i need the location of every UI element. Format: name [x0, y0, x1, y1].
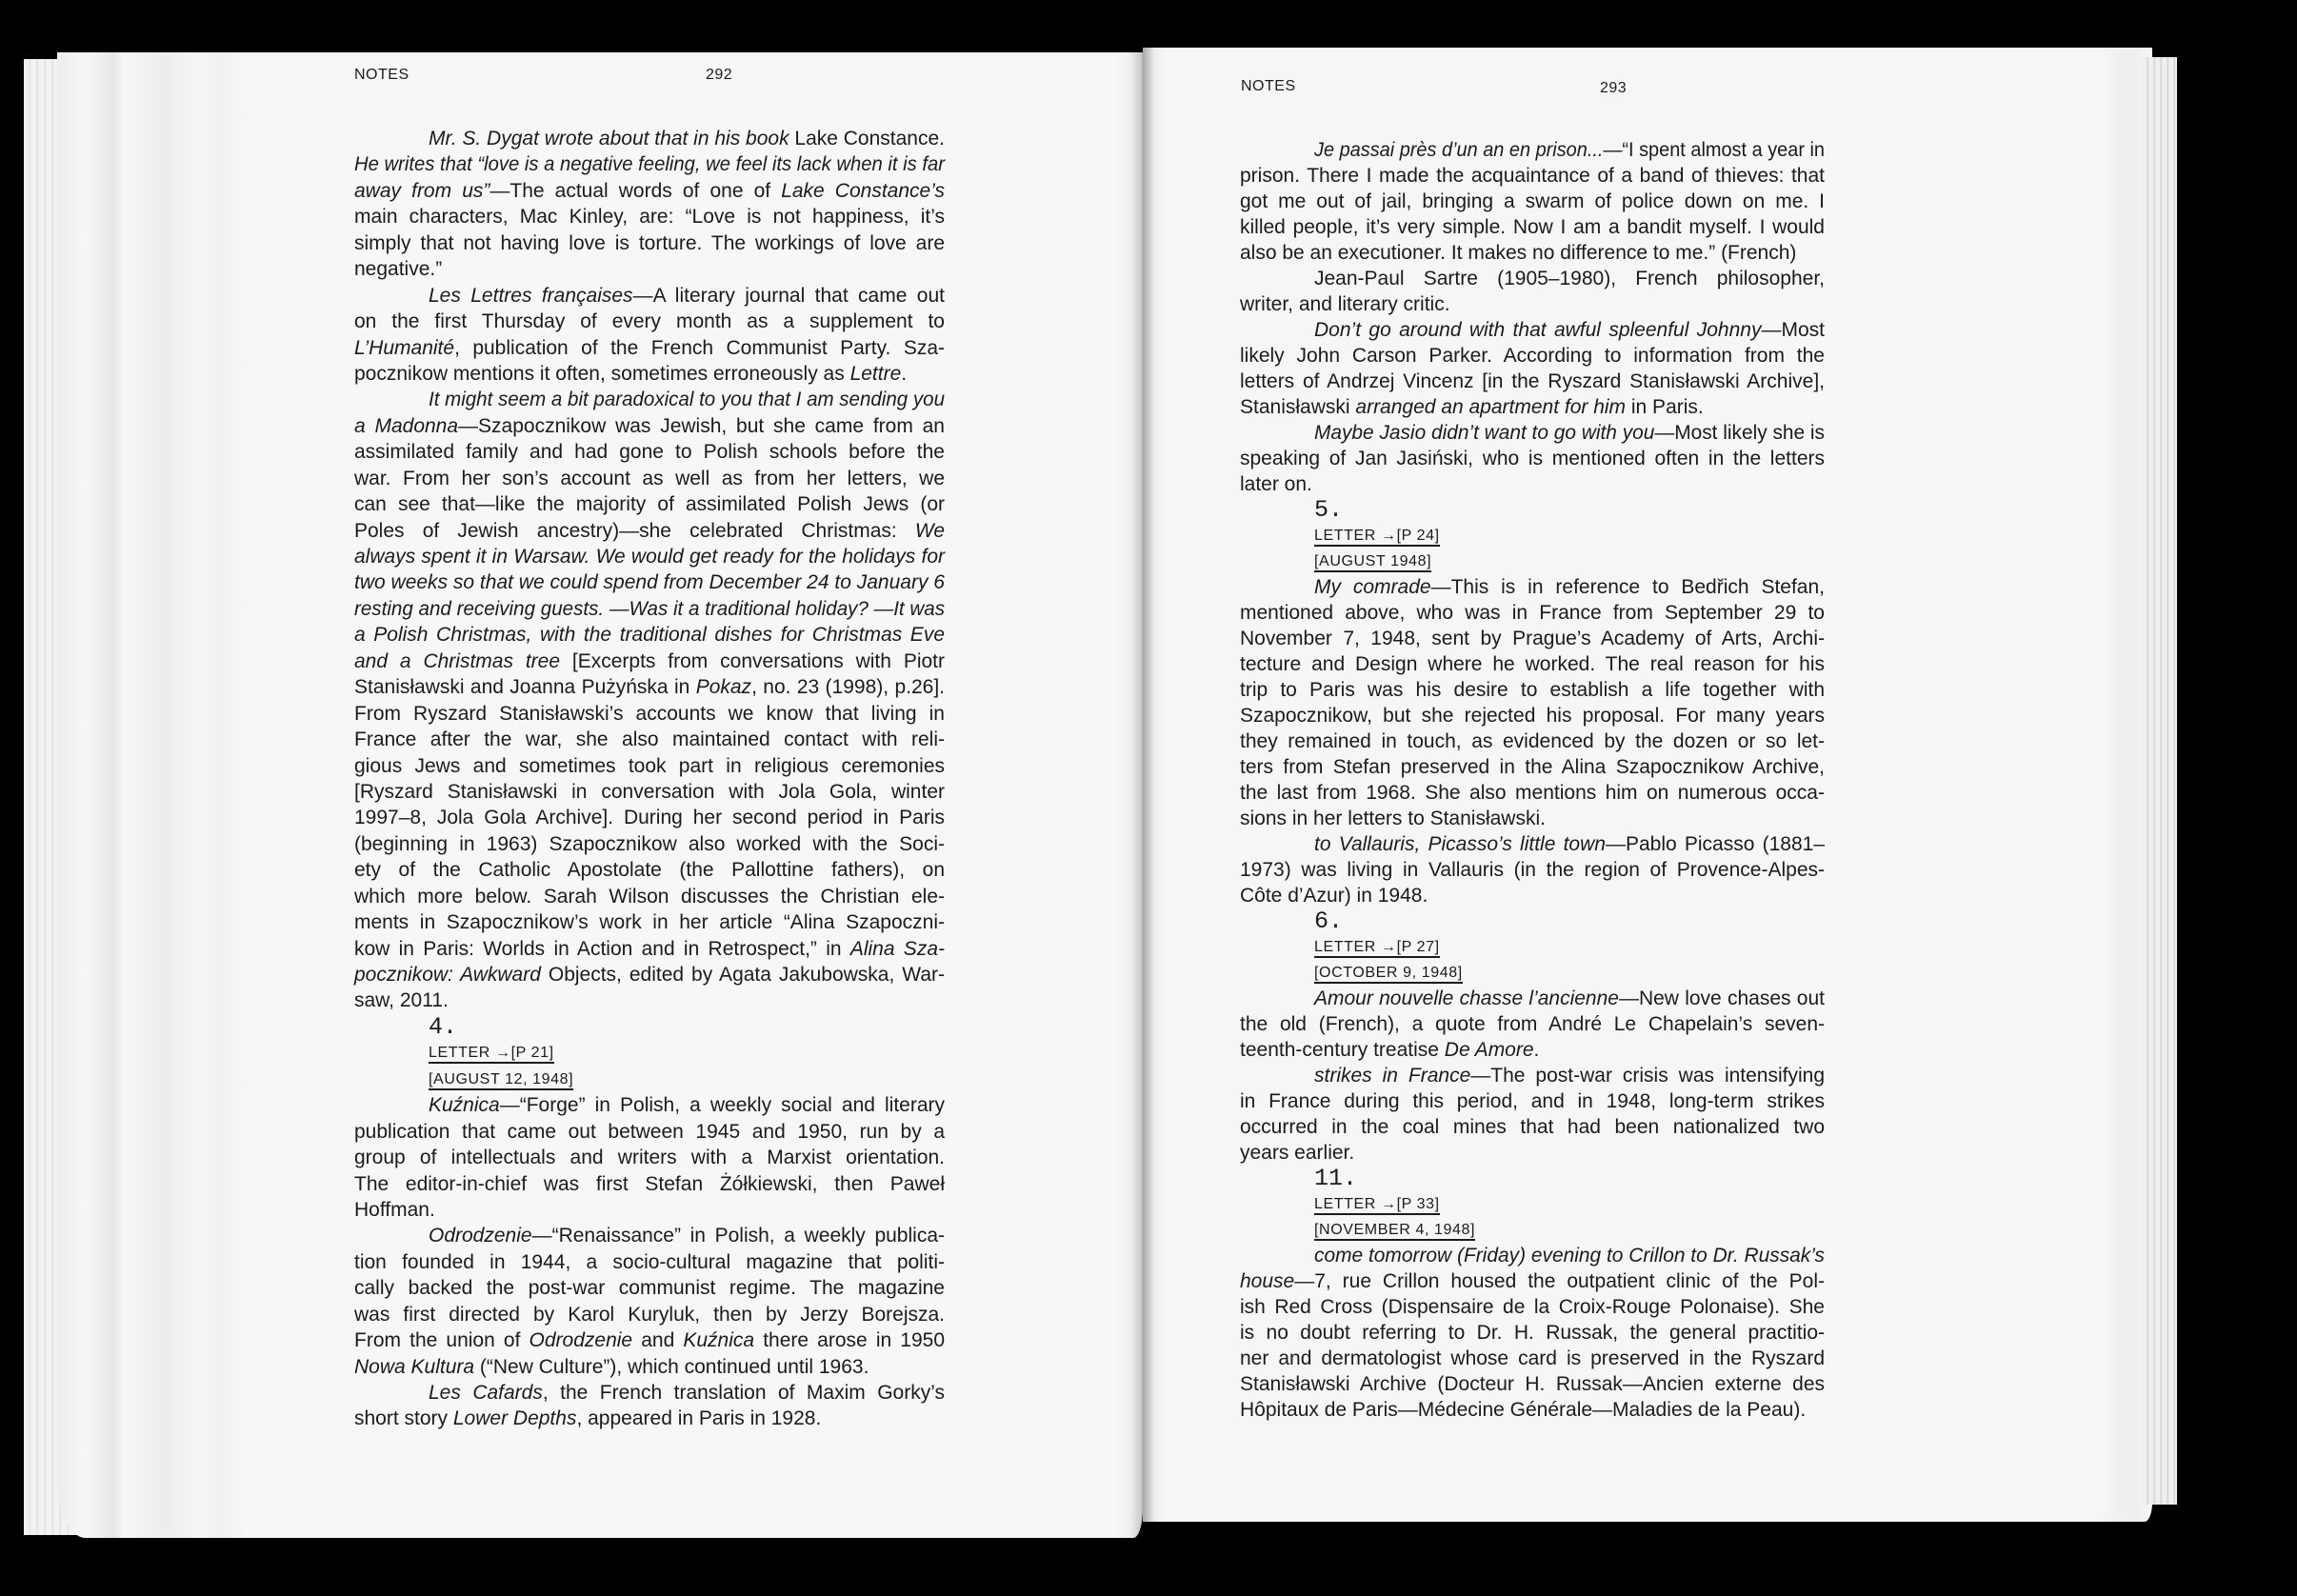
letter-reference: [354, 1040, 945, 1066]
text-segment: , the French translation of Maxim Gorky’s: [542, 1382, 946, 1404]
italic-segment: Lake Constance’s: [781, 179, 945, 202]
text-line: [354, 596, 945, 622]
text-line: [354, 1092, 945, 1118]
right-text-column: [1240, 137, 1825, 1423]
italic-segment: always spent it in Warsaw. We would get ready for the holidays for: [354, 546, 945, 568]
text-segment: The editor-in-chief was first Stefan Żółkiewski, then Paweł: [354, 1172, 945, 1195]
text-segment: also be an executioner. It makes no difference to me.” (French): [1240, 242, 1797, 264]
text-segment: 1973) was living in Vallauris (in the region of Provence-Alpes-: [1240, 859, 1825, 881]
italic-segment: arranged an apartment for him: [1355, 396, 1627, 418]
text-segment: —“I spent almost a year in: [1603, 139, 1825, 161]
text-line: [354, 962, 945, 988]
italic-segment: come tomorrow (Friday) evening to Crillon to Dr. Russak’s: [1314, 1245, 1825, 1267]
text-segment: —A literary journal that came out: [632, 284, 945, 307]
text-line: [354, 1119, 945, 1145]
text-line: [354, 779, 945, 805]
letter-date-text: [NOVEMBER 4, 1948]: [1314, 1222, 1475, 1241]
text-segment: —Most likely she is: [1654, 422, 1825, 444]
text-line: [1240, 394, 1825, 420]
text-line: [354, 622, 945, 648]
note-number-text: 6.: [1314, 908, 1344, 935]
italic-segment: Alina Sza-: [849, 937, 945, 960]
text-segment: tion founded in 1944, a socio-cultural magazine that politi-: [354, 1250, 945, 1273]
text-segment: —Pablo Picasso (1881–: [1605, 833, 1825, 855]
text-segment: assimilated family and had gone to Polish schools before the: [354, 441, 945, 464]
note-number: [1240, 1166, 1825, 1191]
text-segment: killed people, it’s very simple. Now I am a bandit myself. I would: [1240, 216, 1825, 238]
text-segment: mentioned above, who was in France from September 29 to: [1240, 602, 1825, 624]
text-segment: , appeared in Paris in 1928.: [576, 1407, 822, 1430]
text-line: [354, 309, 945, 334]
letter-date-text: [AUGUST 12, 1948]: [429, 1071, 573, 1090]
text-segment: —7, rue Crillon housed the outpatient clinic of the Pol-: [1294, 1270, 1825, 1292]
text-line: [1240, 1371, 1825, 1397]
text-segment: —“Forge” in Polish, a weekly social and literary: [499, 1094, 945, 1117]
text-segment: ments in Szapocznikow’s work in her article “Alina Szapoczni-: [354, 911, 945, 934]
text-segment: saw, 2011.: [354, 989, 449, 1012]
text-line: [1240, 317, 1825, 343]
italic-segment: to Vallauris, Picasso’s little town: [1314, 833, 1606, 855]
text-line: [1240, 471, 1825, 497]
text-line: [1240, 806, 1825, 831]
text-segment: —Szapocznikow was Jewish, but she came from an: [458, 414, 945, 437]
letter-date: [1240, 549, 1825, 574]
text-segment: , no. 23 (1998), p.26].: [751, 676, 945, 699]
text-segment: there arose in 1950: [754, 1329, 945, 1352]
italic-segment: two weeks so that we could spend from December 24 to January 6: [354, 571, 945, 594]
text-line: [1240, 857, 1825, 883]
text-segment: 1997–8, Jola Gola Archive]. During her second period in Paris: [354, 807, 945, 829]
text-segment: sions in her letters to Stanisławski.: [1240, 808, 1546, 829]
letter-date: [354, 1067, 945, 1092]
italic-segment: house: [1240, 1270, 1295, 1292]
italic-segment: Odrodzenie: [429, 1225, 532, 1247]
text-line: [1240, 163, 1825, 189]
italic-segment: Mr. S. Dygat wrote about that in his book: [429, 128, 789, 150]
italic-segment: He writes that “love is a negative feeling, we feel its lack when it is far: [354, 153, 945, 176]
text-line: [354, 1406, 945, 1431]
text-segment: —Most: [1761, 319, 1825, 341]
text-line: [1240, 1063, 1825, 1088]
text-segment: Stanisławski Archive (Docteur H. Russak—Ancien externe des: [1240, 1373, 1825, 1395]
text-line: [354, 857, 945, 883]
text-segment: later on.: [1240, 473, 1312, 495]
note-number-text: 5.: [1314, 496, 1344, 524]
text-line: [1240, 189, 1825, 214]
text-segment: they remained in touch, as evidenced by the dozen or so let-: [1240, 730, 1825, 752]
text-line: [1240, 446, 1825, 471]
text-segment: prison. There I made the acquaintance of a band of thieves: that: [1240, 165, 1825, 187]
letter-reference: [1240, 934, 1825, 960]
italic-segment: Kuźnica: [683, 1329, 755, 1352]
text-segment: was first directed by Karol Kuryluk, then by Jerzy Borejsza.: [354, 1303, 945, 1326]
text-line: [354, 151, 945, 177]
text-segment: —The post-war crisis was intensifying: [1470, 1065, 1826, 1087]
note-number-text: 11.: [1314, 1165, 1358, 1192]
italic-segment: pocznikow: Awkward: [354, 964, 541, 986]
text-segment: [Excerpts from conversations with Piotr: [560, 649, 945, 672]
text-segment: group of intellectuals and writers with a Marxist orientation.: [354, 1147, 945, 1169]
text-segment: From Ryszard Stanisławski’s accounts we know that living in: [354, 702, 945, 725]
italic-segment: It might seem a bit paradoxical to you that I am sending you: [429, 389, 945, 411]
text-segment: ters from Stefan preserved in the Alina Szapocznikow Archive,: [1240, 756, 1825, 778]
text-line: [1240, 266, 1825, 291]
text-line: [354, 466, 945, 491]
text-segment: gious Jews and sometimes took part in religious ceremonies: [354, 754, 945, 777]
text-line: [1240, 240, 1825, 266]
text-line: [354, 1249, 945, 1275]
italic-segment: Odrodzenie: [529, 1329, 633, 1352]
text-segment: , publication of the French Communist Party. Sza-: [454, 336, 945, 359]
text-line: [354, 988, 945, 1013]
italic-segment: Pokaz: [695, 676, 752, 699]
text-segment: occurred in the coal mines that had been nationalized two: [1240, 1116, 1825, 1138]
italic-segment: Kuźnica: [429, 1094, 500, 1117]
text-line: [354, 126, 945, 151]
text-line: [354, 1223, 945, 1248]
letter-date: [1240, 1217, 1825, 1243]
text-segment: —This is in reference to Bedřich Stefan,: [1430, 576, 1826, 598]
text-segment: trip to Paris was his desire to establish a life together with: [1240, 679, 1825, 701]
text-segment: —New love chases out: [1618, 988, 1825, 1009]
letter-date: [1240, 960, 1825, 986]
italic-segment: a Madonna: [354, 414, 459, 437]
text-line: [1240, 369, 1825, 394]
text-segment: the old (French), a quote from André Le Chapelain’s seven-: [1240, 1013, 1825, 1035]
text-segment: Objects, edited by Agata Jakubowska, War-: [540, 964, 945, 986]
italic-segment: away from us”: [354, 179, 490, 202]
text-line: [354, 648, 945, 674]
letter-reference-text: LETTER →[P 21]: [429, 1045, 554, 1064]
text-segment: cally backed the post-war communist regime. The magazine: [354, 1277, 945, 1300]
text-segment: —“Renaissance” in Polish, a weekly publica-: [531, 1225, 945, 1247]
text-line: [1240, 1140, 1825, 1166]
text-segment: simply that not having love is torture. The workings of love are: [354, 231, 945, 254]
text-segment: short story: [354, 1407, 453, 1430]
text-segment: kow in Paris: Worlds in Action and in Retrospect,” in: [354, 937, 850, 960]
left-text-column: [354, 126, 945, 1432]
text-segment: Hoffman.: [354, 1198, 435, 1221]
text-segment: [Ryszard Stanisławski in conversation with Jola Gola, winter: [354, 780, 945, 803]
text-line: [354, 1354, 945, 1380]
text-segment: .: [1533, 1039, 1540, 1061]
text-line: [354, 1171, 945, 1197]
text-line: [1240, 780, 1825, 806]
text-line: [1240, 883, 1825, 908]
italic-segment: Lettre: [849, 362, 902, 385]
text-line: [354, 909, 945, 935]
italic-segment: and a Christmas tree: [354, 649, 561, 672]
text-line: [1240, 986, 1825, 1011]
letter-reference-text: LETTER →[P 27]: [1314, 939, 1440, 958]
text-segment: speaking of Jan Jasiński, who is mentioned often in the letters: [1240, 448, 1825, 469]
text-segment: (“New Culture”), which continued until 1963.: [474, 1355, 869, 1378]
text-line: [354, 283, 945, 309]
text-segment: in Paris.: [1626, 396, 1704, 418]
text-line: [354, 413, 945, 439]
text-line: [354, 727, 945, 752]
text-segment: pocznikow mentions it often, sometimes erroneously as: [354, 362, 850, 385]
italic-segment: We: [914, 519, 945, 542]
text-line: [354, 936, 945, 962]
text-line: [1240, 1268, 1825, 1294]
text-line: [1240, 343, 1825, 369]
text-line: [1240, 1088, 1825, 1114]
text-line: [1240, 214, 1825, 240]
text-line: [1240, 137, 1825, 163]
text-segment: ish Red Cross (Dispensaire de la Croix-Rouge Polonaise). She: [1240, 1296, 1825, 1318]
text-line: [354, 1380, 945, 1406]
running-head-left: NOTES: [354, 67, 409, 83]
text-segment: years earlier.: [1240, 1142, 1355, 1164]
text-line: [1240, 1011, 1825, 1037]
text-line: [1240, 677, 1825, 703]
letter-reference-text: LETTER →[P 33]: [1314, 1196, 1440, 1215]
text-segment: ner and dermatologist whose card is preserved in the Ryszard: [1240, 1347, 1825, 1369]
note-number: [1240, 497, 1825, 523]
text-line: [354, 256, 945, 282]
text-segment: likely John Carson Parker. According to information from the: [1240, 345, 1825, 367]
text-line: [1240, 651, 1825, 677]
running-head-right: NOTES: [1241, 78, 1296, 94]
text-line: [354, 491, 945, 517]
italic-segment: My comrade: [1314, 576, 1431, 598]
italic-segment: Nowa Kultura: [354, 1355, 475, 1378]
text-line: [1240, 600, 1825, 626]
page-number-right: 293: [1600, 80, 1628, 96]
text-line: [354, 1327, 945, 1353]
note-number: [354, 1014, 945, 1040]
italic-segment: Amour nouvelle chasse l’ancienne: [1314, 988, 1619, 1009]
page-number-left: 292: [706, 67, 733, 83]
text-line: [1240, 703, 1825, 728]
text-line: [354, 569, 945, 595]
text-line: [354, 178, 945, 204]
text-line: [1240, 1243, 1825, 1268]
text-segment: ety of the Catholic Apostolate (the Pallottine fathers), on: [354, 859, 945, 882]
text-segment: which more below. Sarah Wilson discusses the Christian ele-: [354, 885, 945, 908]
text-line: [1240, 1397, 1825, 1423]
text-line: [354, 204, 945, 229]
text-line: [1240, 1346, 1825, 1371]
text-line: [354, 544, 945, 569]
text-segment: Poles of Jewish ancestry)—she celebrated Christmas:: [354, 519, 915, 542]
letter-date-text: [AUGUST 1948]: [1314, 553, 1431, 572]
page-edges-right: [2143, 57, 2177, 1505]
letter-reference: [1240, 523, 1825, 549]
text-segment: the last from 1968. She also mentions him on numerous occa-: [1240, 782, 1825, 804]
italic-segment: Don’t go around with that awful spleenful Johnny: [1314, 319, 1762, 341]
text-line: [354, 831, 945, 857]
letter-reference-text: LETTER →[P 24]: [1314, 528, 1440, 547]
text-segment: .: [901, 362, 908, 385]
text-segment: France after the war, she also maintained contact with reli-: [354, 728, 945, 751]
text-line: [354, 753, 945, 779]
text-line: [354, 1302, 945, 1327]
text-segment: Jean-Paul Sartre (1905–1980), French philosopher,: [1314, 268, 1825, 289]
letter-date-text: [OCTOBER 9, 1948]: [1314, 965, 1463, 984]
text-segment: Côte d’Azur) in 1948.: [1240, 885, 1428, 907]
text-line: [1240, 1114, 1825, 1140]
text-segment: publication that came out between 1945 and 1950, run by a: [354, 1120, 945, 1143]
book-spine-gutter: [1129, 48, 1154, 1538]
text-segment: main characters, Mac Kinley, are: “Love is not happiness, it’s: [354, 206, 945, 229]
text-line: [1240, 728, 1825, 754]
text-line: [354, 674, 945, 700]
text-line: [354, 701, 945, 727]
text-line: [1240, 626, 1825, 651]
text-segment: letters of Andrzej Vincenz [in the Ryszard Stanisławski Archive],: [1240, 370, 1825, 392]
text-segment: From the union of: [354, 1329, 529, 1352]
text-segment: writer, and literary critic.: [1240, 293, 1450, 315]
text-line: [1240, 574, 1825, 600]
letter-reference: [1240, 1191, 1825, 1217]
text-line: [354, 805, 945, 830]
text-line: [1240, 1320, 1825, 1346]
note-number-text: 4.: [429, 1012, 458, 1041]
text-line: [354, 361, 945, 387]
italic-segment: Maybe Jasio didn’t want to go with you: [1314, 422, 1655, 444]
text-line: [1240, 291, 1825, 317]
italic-segment: Les Cafards: [429, 1382, 543, 1404]
text-segment: (beginning in 1963) Szapocznikow also worked with the Soci-: [354, 832, 945, 855]
text-line: [354, 335, 945, 361]
text-segment: Stanisławski and Joanna Pużyńska in: [354, 676, 696, 699]
text-segment: and: [632, 1329, 684, 1352]
text-line: [1240, 1037, 1825, 1063]
text-segment: on the first Thursday of every month as a supplement to: [354, 310, 945, 333]
italic-segment: resting and receiving guests. —Was it a traditional holiday? —It was: [354, 597, 945, 620]
text-segment: war. From her son’s account as well as from her letters, we: [354, 467, 945, 489]
text-line: [354, 230, 945, 256]
italic-segment: Les Lettres françaises: [429, 284, 633, 307]
text-line: [354, 1275, 945, 1301]
italic-segment: L’Humanité: [354, 336, 455, 359]
text-segment: in France during this period, and in 1948, long-term strikes: [1240, 1090, 1825, 1112]
text-line: [1240, 754, 1825, 780]
text-segment: Hôpitaux de Paris—Médecine Générale—Maladies de la Peau).: [1240, 1399, 1807, 1421]
text-segment: teenth-century treatise: [1240, 1039, 1445, 1061]
text-segment: tecture and Design where he worked. The real reason for his: [1240, 653, 1825, 675]
text-segment: negative.”: [354, 258, 443, 281]
italic-segment: Je passai près d’un an en prison...: [1314, 139, 1604, 161]
text-line: [354, 884, 945, 909]
text-line: [1240, 831, 1825, 857]
italic-segment: De Amore: [1444, 1039, 1534, 1061]
text-line: [1240, 1294, 1825, 1320]
text-line: [354, 439, 945, 465]
text-segment: got me out of jail, bringing a swarm of police down on me. I: [1240, 190, 1825, 212]
note-number: [1240, 908, 1825, 934]
text-segment: —The actual words of one of: [489, 179, 782, 202]
italic-segment: strikes in France: [1314, 1065, 1471, 1087]
text-segment: Lake Constance.: [789, 128, 945, 150]
text-line: [354, 387, 945, 412]
text-line: [354, 1145, 945, 1170]
text-segment: can see that—like the majority of assimilated Polish Jews (or: [354, 493, 945, 516]
text-line: [354, 518, 945, 544]
italic-segment: Lower Depths: [452, 1407, 577, 1430]
text-segment: Stanisławski: [1240, 396, 1356, 418]
text-segment: Szapocznikow, but she rejected his proposal. For many years: [1240, 705, 1825, 727]
text-line: [1240, 420, 1825, 446]
text-segment: is no doubt referring to Dr. H. Russak, the general practitio-: [1240, 1322, 1825, 1344]
text-segment: November 7, 1948, sent by Prague’s Academy of Arts, Archi-: [1240, 628, 1825, 649]
text-line: [354, 1197, 945, 1223]
italic-segment: a Polish Christmas, with the traditional dishes for Christmas Eve: [354, 624, 945, 647]
